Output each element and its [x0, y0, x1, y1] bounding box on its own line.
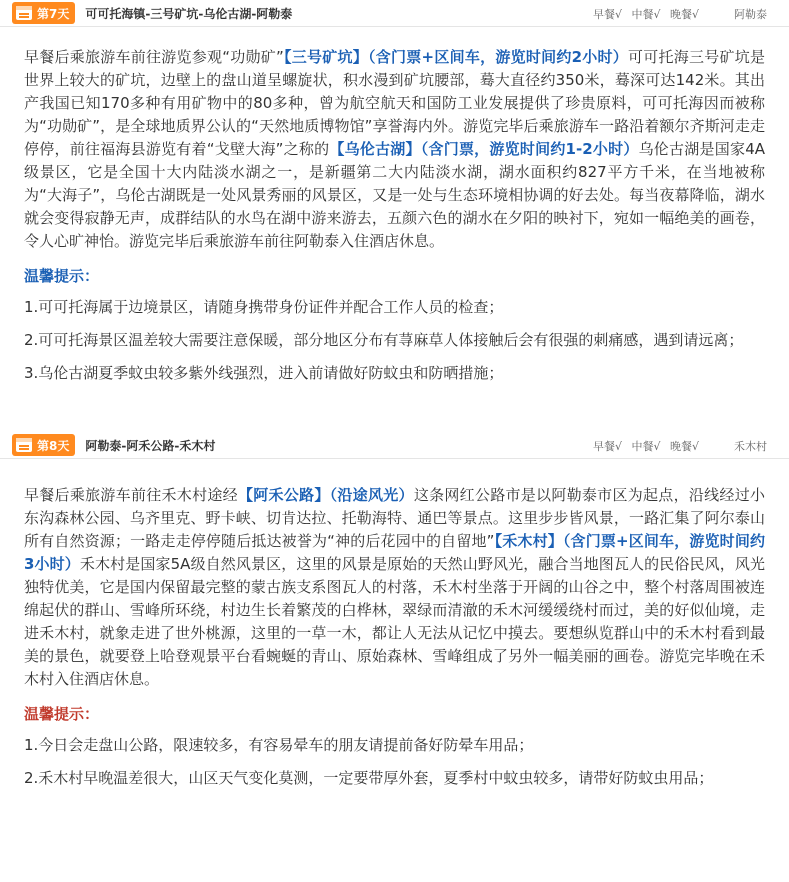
- hotel-location: 禾木村: [734, 440, 767, 453]
- day-description: [24, 484, 765, 691]
- desc-text: 禾木村是国家5A级自然风景区，这里的风景是原始的天然山野风光，融合当地图瓦人的民俗民风，风光独特优美，它是国内保留最完整的蒙古族支系图瓦人的村落，禾木村坐落于开阔的山谷之中，整个村落周围被连绵起伏的群山、雪峰所环绕，村边生长着繁茂的白桦林，翠绿而清澈的禾木河缓缓绕村而过，美的好似仙境，走进禾木村，就象走进了世外桃源，这里的一草一木，都让人无法从记忆中摸去。要想纵览群山中的禾木村看到最美的景色，就要登上哈登观景平台看蜿蜒的青山、原始森林、雪峰组成了另外一幅美丽的画卷。游览完毕晚在禾木村入住酒店休息。: [24, 555, 766, 688]
- tip-item: 3.乌伦古湖夏季蚊虫较多紫外线强烈，进入前请做好防蚊虫和防晒措施；: [24, 364, 504, 382]
- day-7-badge: [12, 2, 75, 24]
- meal-info: [587, 438, 699, 454]
- meal-breakfast: 早餐√: [592, 8, 622, 21]
- day-7-header: [0, 0, 789, 27]
- attraction-highlight: 【阿禾公路】（沿途风光）: [237, 486, 414, 504]
- meal-lunch: 中餐√: [631, 8, 661, 21]
- hotel-location: 阿勒泰: [734, 8, 767, 21]
- desc-text: 这条网红公路市是以阿勒泰市区为起点，沿线经过小东沟森林公园、乌齐里克、野卡峡、切肯达拉、托勒海特、通巴等景点。这里步步皆风景，一路汇集了阿尔泰山所有自然资源；一路走走停停随后抵达被誉为“神的后花园中的自留地”: [24, 486, 765, 550]
- day-route: 可可托海镇-三号矿坑-乌伦古湖-阿勒泰: [85, 6, 293, 21]
- day-description: [24, 46, 765, 253]
- tip-item: 2.可可托海景区温差较大需要注意保暖，部分地区分布有荨麻草人体接触后会有很强的刺痛感，遇到请远离；: [24, 331, 744, 349]
- desc-text: 乌伦古湖是国家4A级景区，它是全国十大内陆淡水湖之一，是新疆第二大内陆淡水湖，湖水面积约827平方千米，在当地被称为“大海子”，乌伦古湖既是一处风景秀丽的风景区，又是一处与生态环境相协调的好去处。每当夜幕降临，湖水就会变得寂静无声，成群结队的水鸟在湖中游来游去，五颜六色的湖水在夕阳的映衬下，宛如一幅绝美的画卷，令人心旷神怡。游览完毕后乘旅游车前往阿勒泰入住酒店休息。: [24, 140, 765, 250]
- day-number: 第7天: [37, 6, 70, 21]
- meal-dinner: 晚餐√: [669, 8, 699, 21]
- day-8-badge: [12, 434, 75, 456]
- attraction-highlight: 【禾木村】（含门票+区间车，游览时间约3小时）: [24, 532, 766, 573]
- meal-breakfast: 早餐√: [592, 440, 622, 453]
- meal-dinner: 晚餐√: [669, 440, 699, 453]
- day-route: 阿勒泰-阿禾公路-禾木村: [85, 438, 216, 453]
- tip-item: 2.禾木村早晚温差很大，山区天气变化莫测，一定要带厚外套，夏季村中蚊虫较多，请带好防蚊虫用品；: [24, 769, 714, 787]
- desc-text: 早餐后乘旅游车前往禾木村途经: [24, 486, 238, 504]
- meal-lunch: 中餐√: [631, 440, 661, 453]
- attraction-highlight: 【乌伦古湖】（含门票，游览时间约1-2小时）: [329, 140, 639, 158]
- calendar-icon: [16, 438, 32, 452]
- desc-text: 可可托海三号矿坑是世界上较大的矿坑，边壁上的盘山道呈螺旋状，积水漫到矿坑腰部，蓦大直径约350米，蓦深可达142米。其出产我国已知170多种有用矿物中的80多种，曾为航空航天和国防工业发展提供了珍贵原料，可可托海因而被称为“功勋矿”，是全球地质界公认的“天然地质博物馆”享誉海内外。游览完毕后乘旅游车一路沿着额尔齐斯河走走停停，前往福海县游览有着“戈壁大海”之称的: [24, 48, 765, 158]
- desc-text: 早餐后乘旅游车前往游览参观“功勋矿”: [24, 48, 284, 66]
- tip-item: 1.今日会走盘山公路，限速较多，有容易晕车的朋友请提前备好防晕车用品；: [24, 736, 534, 754]
- day-number: 第8天: [37, 438, 70, 453]
- attraction-highlight: 【三号矿坑】（含门票+区间车，游览时间约2小时）: [283, 48, 628, 66]
- tips-title: 温馨提示：: [24, 705, 100, 723]
- day-7-section: [0, 0, 789, 385]
- tip-item: 1.可可托海属于边境景区，请随身携带身份证件并配合工作人员的检查；: [24, 298, 504, 316]
- calendar-icon: [16, 6, 32, 20]
- tips-title: 温馨提示：: [24, 267, 100, 285]
- meal-info: [587, 6, 699, 22]
- day-8-section: [0, 432, 789, 790]
- day-8-header: [0, 432, 789, 459]
